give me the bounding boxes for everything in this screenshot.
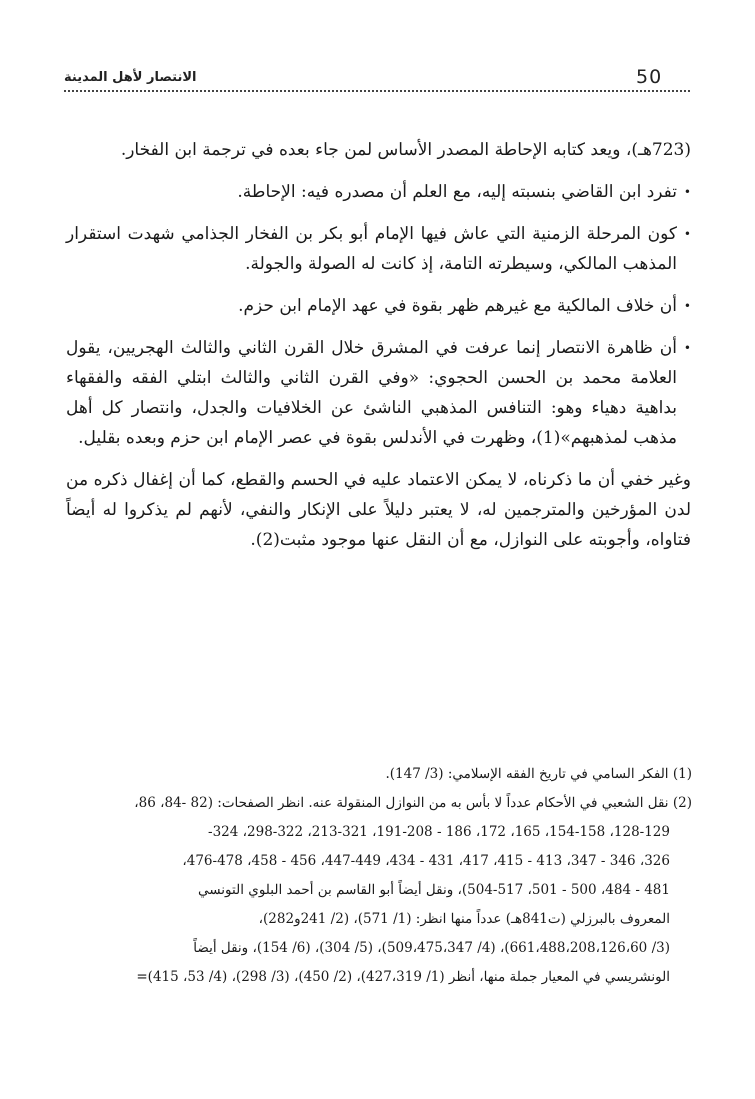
footnote-2-line: (2) نقل الشعبي في الأحكام عدداً لا بأس به من النوازل المنقولة عنه. انظر الصفحات: (82 -84، 86، xyxy=(134,795,692,811)
bullet-text: أن ظاهرة الانتصار إنما عرفت في المشرق خلال القرن الثاني والثالث الهجريين، يقول العلامة محمد بن الحسن الحجوي: «وفي القرن الثاني والثالث ابتلي الفقه والفقهاء بداهية دهياء وهو: التنافس المذهبي الناشئ عن الخلافيات والجدل، وانتصار كل أهل مذهب لمذهبهم»(1)، وظهرت في الأندلس بقوة في عصر الإمام ابن حزم وبعده بقليل. xyxy=(66,338,677,448)
bullet-icon: • xyxy=(683,185,691,199)
footnote-2-line: المعروف بالبرزلي (ت841هـ) عدداً منها انظر: (1/ 571)، (2/ 241و282)، xyxy=(258,911,670,927)
footnote-2-line: (3/ 661،488،208،126،60)، (4/ 509،475،347)، (5/ 304)، (6/ 154)، ونقل أيضاً xyxy=(193,940,670,956)
bullet-item xyxy=(66,333,691,453)
bullet-icon: • xyxy=(683,299,691,313)
paragraph-intro: (723هـ)، ويعد كتابه الإحاطة المصدر الأساس لمن جاء بعده في ترجمة ابن الفخار. xyxy=(120,140,691,160)
footnote-2-line: 481 - 484، 500 - 501، 504-517)، ونقل أيضاً أبو القاسم بن أحمد البلوي التونسي xyxy=(198,882,670,898)
bullet-text: أن خلاف المالكية مع غيرهم ظهر بقوة في عهد الإمام ابن حزم. xyxy=(238,296,677,316)
footnote-2-line: 326، 346 - 347، 413 - 415، 417، 431 - 434، 447-449، 456 - 458، 476-478، xyxy=(182,853,670,869)
bullet-text: تفرد ابن القاضي بنسبته إليه، مع العلم أن مصدره فيه: الإحاطة. xyxy=(237,182,677,202)
bullet-icon: • xyxy=(683,227,691,241)
bullet-item xyxy=(66,219,691,279)
page-header xyxy=(64,66,690,92)
footnotes xyxy=(70,760,692,992)
running-title: الانتصار لأهل المدينة xyxy=(64,70,197,85)
main-text xyxy=(66,135,691,567)
paragraph-closing: وغير خفي أن ما ذكرناه، لا يمكن الاعتماد عليه في الحسم والقطع، كما أن إغفال ذكره من لدن المؤرخين والمترجمين له، لا يعتبر دليلاً على الإنكار والنفي، لأنهم لم يذكروا له أيضاً فتاواه، وأجوبته على النوازل، مع أن النقل عنها موجود مثبت(2). xyxy=(66,470,691,550)
footnote-2-line: الونشريسي في المعيار جملة منها، أنظر (1/ 427،319)، (2/ 450)، (3/ 298)، (4/ 53، 415)= xyxy=(136,969,670,985)
bullet-text: كون المرحلة الزمنية التي عاش فيها الإمام أبو بكر بن الفخار الجذامي شهدت استقرار المذهب المالكي، وسيطرته التامة، إذ كانت له الصولة والجولة. xyxy=(66,224,677,274)
header-divider xyxy=(64,90,690,92)
footnote-2-line: 128-129، 154-158، 165، 172، 186 - 191-208، 213-321، 298-322، 324- xyxy=(208,824,670,840)
bullet-item xyxy=(66,291,691,321)
page-number: 50 xyxy=(636,66,663,88)
bullet-icon: • xyxy=(683,341,691,355)
footnote-1: (1) الفكر السامي في تاريخ الفقه الإسلامي: (3/ 147). xyxy=(385,766,692,782)
bullet-item xyxy=(66,177,691,207)
